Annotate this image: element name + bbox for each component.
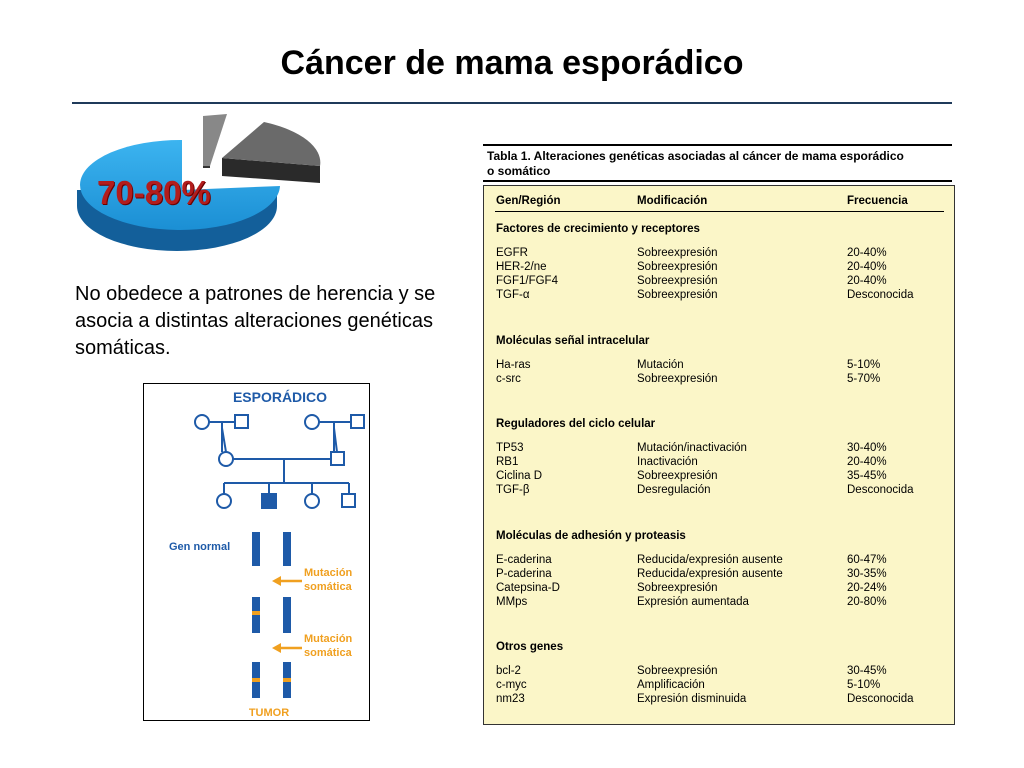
cell-gene: Ha-ras [496, 359, 531, 371]
cell-gene: HER-2/ne [496, 261, 547, 273]
group-title: Moléculas de adhesión y proteasis [496, 530, 686, 542]
table-row [484, 358, 954, 372]
group-title: Reguladores del ciclo celular [496, 418, 656, 430]
cell-frequency: 5-10% [847, 679, 881, 691]
mutation-mark [252, 678, 260, 682]
cell-modification: Mutación/inactivación [637, 442, 747, 454]
cell-gene: EGFR [496, 247, 528, 259]
male-symbol [342, 494, 355, 507]
table-row [484, 274, 954, 288]
description-text: No obedece a patrones de herencia y se asocia a distintas alteraciones genéticas somáticas. [75, 283, 436, 359]
cell-frequency: 20-40% [847, 261, 887, 273]
group-title: Otros genes [496, 641, 564, 653]
pedigree-svg [144, 384, 369, 720]
cell-gene: c-myc [496, 679, 527, 691]
cell-gene: P-caderina [496, 568, 552, 580]
cell-modification: Sobreexpresión [637, 289, 718, 301]
page-title: Cáncer de mama esporádico [280, 44, 744, 82]
arrow-icon [272, 576, 281, 586]
cell-frequency: 60-47% [847, 554, 887, 566]
table-row [484, 664, 954, 678]
male-symbol [235, 415, 248, 428]
mutation-mark [283, 678, 291, 682]
pedigree-diagram [143, 383, 370, 721]
cell-modification: Expresión aumentada [637, 596, 749, 608]
female-symbol [219, 452, 233, 466]
cell-modification: Sobreexpresión [637, 470, 718, 482]
cell-modification: Sobreexpresión [637, 665, 718, 677]
cell-frequency: Desconocida [847, 693, 914, 705]
cell-modification: Reducida/expresión ausente [637, 554, 783, 566]
genetic-alterations-table [483, 185, 955, 725]
column-header-frecuencia: Frecuencia [847, 195, 908, 207]
column-header-gen: Gen/Región [496, 195, 561, 207]
mutation-label-1b: somática [304, 581, 352, 593]
cell-frequency: Desconocida [847, 289, 914, 301]
cell-frequency: 35-45% [847, 470, 887, 482]
table-row [484, 581, 954, 595]
cell-gene: Ciclina D [496, 470, 543, 482]
cell-frequency: 20-40% [847, 275, 887, 287]
male-symbol [351, 415, 364, 428]
cell-gene: bcl-2 [496, 665, 521, 677]
table-row [484, 455, 954, 469]
table-row [484, 246, 954, 260]
cell-frequency: 20-24% [847, 582, 887, 594]
female-symbol [305, 494, 319, 508]
affected-male-symbol [262, 494, 276, 508]
male-symbol [331, 452, 344, 465]
cell-frequency: 20-40% [847, 456, 887, 468]
cell-frequency: 20-40% [847, 247, 887, 259]
table-row [484, 553, 954, 567]
group-title: Factores de crecimiento y receptores [496, 223, 700, 235]
cell-modification: Desregulación [637, 484, 711, 496]
cell-gene: c-src [496, 373, 521, 385]
cell-modification: Reducida/expresión ausente [637, 568, 783, 580]
table-row [484, 567, 954, 581]
table-row [484, 678, 954, 692]
cell-modification: Sobreexpresión [637, 247, 718, 259]
table-caption-line1: Tabla 1. Alteraciones genéticas asociadas al cáncer de mama esporádico [487, 149, 904, 163]
gen-normal-label: Gen normal [169, 541, 231, 553]
cell-modification: Sobreexpresión [637, 275, 718, 287]
cell-frequency: Desconocida [847, 484, 914, 496]
female-symbol [217, 494, 231, 508]
cell-gene: FGF1/FGF4 [496, 275, 558, 287]
table-row [484, 441, 954, 455]
chromosome [283, 532, 291, 566]
table-row [484, 288, 954, 302]
cell-gene: nm23 [496, 693, 525, 705]
female-symbol [305, 415, 319, 429]
chromosome [252, 532, 260, 566]
mutation-mark [252, 611, 260, 615]
cell-gene: E-caderina [496, 554, 552, 566]
cell-gene: TGF-α [496, 289, 530, 301]
cell-gene: TP53 [496, 442, 524, 454]
cell-frequency: 5-10% [847, 359, 881, 371]
arrow-icon [272, 643, 281, 653]
mutation-label-2b: somática [304, 647, 352, 659]
table-row [484, 372, 954, 386]
cell-frequency: 30-40% [847, 442, 887, 454]
cell-frequency: 20-80% [847, 596, 887, 608]
pedigree-title: ESPORÁDICO [232, 389, 328, 405]
cell-modification: Amplificación [637, 679, 705, 691]
cell-modification: Expresión disminuida [637, 693, 747, 705]
mutation-label-1: Mutación [304, 567, 353, 579]
cell-gene: Catepsina-D [496, 582, 560, 594]
pie-percentage-label: 70-80% [97, 174, 211, 211]
table-row [484, 483, 954, 497]
table-row [484, 260, 954, 274]
cell-gene: RB1 [496, 456, 519, 468]
cell-frequency: 5-70% [847, 373, 881, 385]
tumor-label: TUMOR [248, 707, 290, 719]
column-header-modificacion: Modificación [637, 195, 708, 207]
cell-modification: Sobreexpresión [637, 261, 718, 273]
cell-gene: MMps [496, 596, 528, 608]
table-row [484, 692, 954, 706]
title-divider [72, 102, 952, 104]
cell-frequency: 30-45% [847, 665, 887, 677]
cell-modification: Sobreexpresión [637, 582, 718, 594]
group-title: Moléculas señal intracelular [496, 335, 650, 347]
table-caption [483, 144, 952, 182]
table-row [484, 595, 954, 609]
cell-modification: Mutación [637, 359, 684, 371]
mutation-label-2: Mutación [304, 633, 353, 645]
cell-modification: Sobreexpresión [637, 373, 718, 385]
table-caption-line2: o somático [487, 164, 551, 178]
table-caption-text [487, 149, 932, 179]
female-symbol [195, 415, 209, 429]
cell-gene: TGF-β [496, 484, 530, 496]
header-divider [495, 211, 944, 212]
chromosome [283, 597, 291, 633]
table-row [484, 469, 954, 483]
cell-frequency: 30-35% [847, 568, 887, 580]
cell-modification: Inactivación [637, 456, 698, 468]
